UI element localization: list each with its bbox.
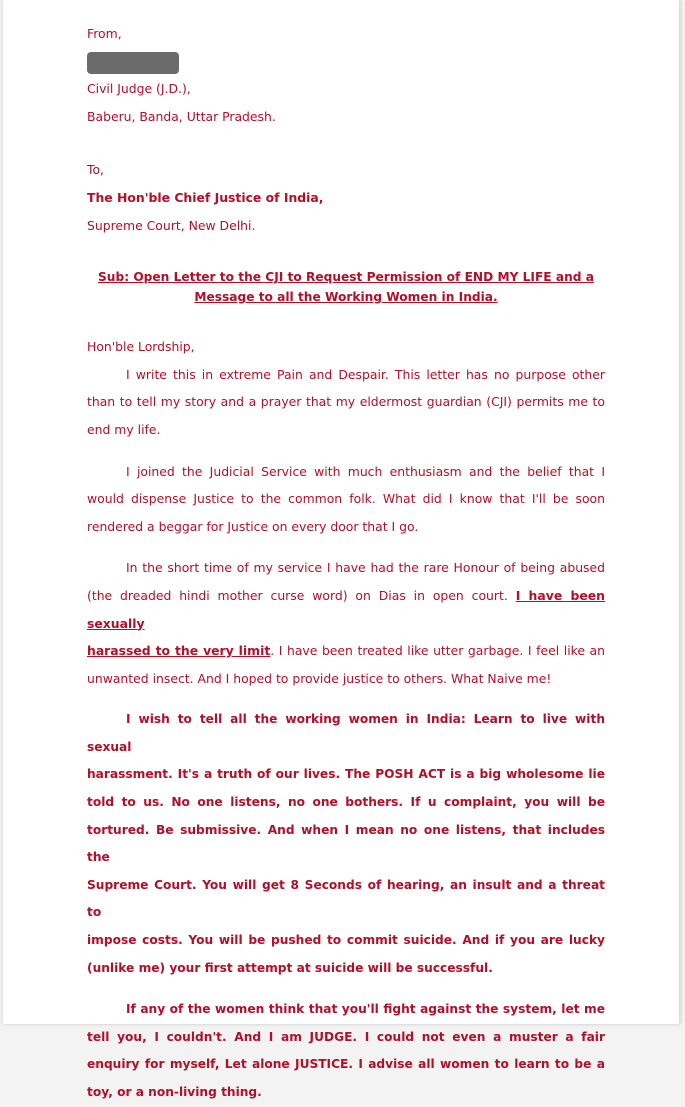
paragraph-line: toy, or a non-living thing. xyxy=(87,1085,262,1099)
paragraph-line: would dispense Justice to the common folk. What did I know that I'll be soon xyxy=(87,491,605,507)
paragraph-5 xyxy=(87,996,605,1106)
paragraph-line: I wish to tell all the working women in India: Learn to live with sexual xyxy=(87,712,605,754)
recipient-address: Supreme Court, New Delhi. xyxy=(87,217,256,233)
paragraph-text: (the dreaded hindi mother curse word) on Dias in open court. xyxy=(87,587,508,603)
emphasis-text: I have been sexually xyxy=(87,587,605,631)
paragraph-4 xyxy=(87,706,605,982)
subject-line-1: Sub: Open Letter to the CJI to Request Permission of END MY LIFE and a xyxy=(98,270,594,285)
paragraph-3 xyxy=(87,554,605,692)
paragraph-line: impose costs. You will be pushed to commit suicide. And if you are lucky xyxy=(87,933,605,948)
paragraph-line xyxy=(87,637,605,665)
from-label: From, xyxy=(87,26,122,41)
to-label: To, xyxy=(87,162,104,178)
letter-body xyxy=(87,20,605,1107)
paragraph-2 xyxy=(87,458,605,541)
paragraph-line: unwanted insect. And I hoped to provide justice to others. What Naive me! xyxy=(87,670,552,686)
sender-designation: Civil Judge (J.D.), xyxy=(87,81,191,97)
salutation: Hon'ble Lordship, xyxy=(87,339,195,355)
subject-line-2: Message to all the Working Women in India. xyxy=(194,290,498,305)
paragraph-line: harassment. It's a truth of our lives. The POSH ACT is a big wholesome lie xyxy=(87,767,605,782)
paragraph-line: tortured. Be submissive. And when I mean no one listens, that includes the xyxy=(87,822,605,865)
paragraph-line: I write this in extreme Pain and Despair. This letter has no purpose other xyxy=(126,366,605,382)
paragraph-line: tell you, I couldn't. And I am JUDGE. I could not even a muster a fair xyxy=(87,1029,605,1044)
paragraph-line xyxy=(87,582,605,637)
paragraph-line: (unlike me) your first attempt at suicide will be successful. xyxy=(87,960,493,975)
sender-address: Baberu, Banda, Uttar Pradesh. xyxy=(87,108,276,124)
paragraph-line: told to us. No one listens, no one bothers. If u complaint, you will be xyxy=(87,795,605,810)
paragraph-1 xyxy=(87,361,605,444)
paragraph-line: enquiry for myself, Let alone JUSTICE. I advise all women to learn to be a xyxy=(87,1057,605,1072)
paragraph-text: . I have been treated like utter garbage. I feel like an xyxy=(270,643,606,659)
paragraph-line: rendered a beggar for Justice on every door that I go. xyxy=(87,518,419,534)
paragraph-line: Supreme Court. You will get 8 Seconds of hearing, an insult and a threat to xyxy=(87,877,605,920)
paragraph-line: I joined the Judicial Service with much enthusiasm and the belief that I xyxy=(126,463,605,479)
letter-page xyxy=(3,0,679,1099)
emphasis-text: harassed to the very limit xyxy=(87,643,271,659)
paragraph-line: than to tell my story and a prayer that my eldermost guardian (CJI) permits me to xyxy=(87,394,605,410)
paragraph-line: If any of the women think that you'll fight against the system, let me xyxy=(126,1002,605,1017)
paragraph-line: end my life. xyxy=(87,421,161,437)
sender-name-redacted xyxy=(87,48,605,76)
recipient-title: The Hon'ble Chief Justice of India, xyxy=(87,189,324,205)
subject-heading xyxy=(87,267,605,307)
redaction-block xyxy=(87,52,179,74)
paragraph-line: In the short time of my service I have had the rare Honour of being abused xyxy=(126,560,605,576)
